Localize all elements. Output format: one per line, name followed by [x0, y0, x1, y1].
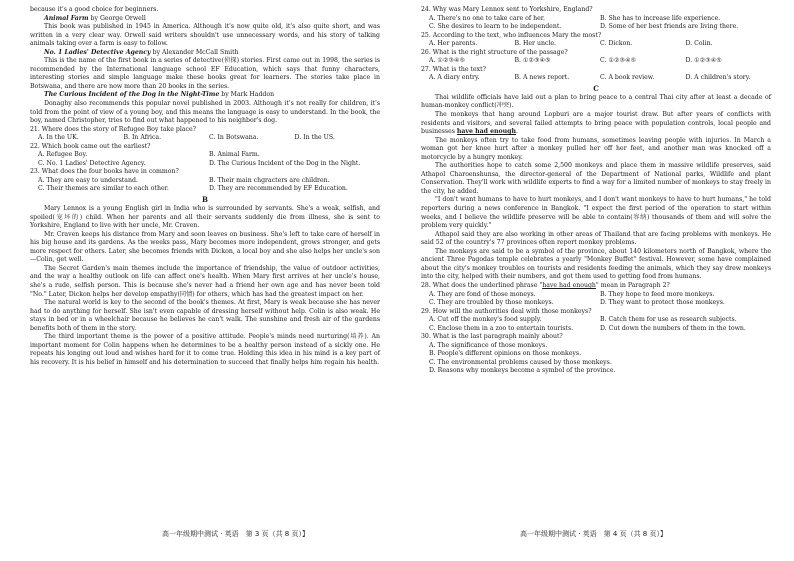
option-c: C. No. 1 Ladies' Detective Agency. [38, 159, 146, 167]
question-28 [421, 282, 771, 291]
option-b: B. A news report. [514, 74, 570, 82]
paragraph: The authorities hope to catch some 2,500 monkeys and place them in massive wildlife preserves, said Athapol Charoenshunsa, the director-general of the Department of National parks, Wildlife and plant Conservation. They'll work with wildlife experts to find a way for a limited number of monkeys to stay freely in the city, he added. [421, 162, 771, 195]
question-29-options [421, 316, 771, 333]
question-22-options [30, 151, 380, 168]
option-c: C. She desires to learn to be independent. [429, 23, 562, 31]
page-footer-left: 高一年级期中测试 · 英语 第 3 页（共 8 页）】 [162, 530, 309, 538]
underlined-phrase: have had enough [542, 281, 596, 289]
page-footer-right: 高一年级期中测试 · 英语 第 4 页（共 8 页）】 [520, 530, 667, 538]
paragraph: The third important theme is the power of a positive attitude. People's minds need nurturing(培养). An important moment for Colin happens when he determines to be a healthy person instead of a sickly one. He repeats his longing out loud and wishes hard for it to come true. Holding this idea in his mind is a key part of his recovery. It is his belief in himself and his determination to succeed that finally helps him regain his health. [30, 333, 380, 366]
option-a: A. Her parents. [429, 40, 478, 48]
paragraph: Donaghy also recommends this popular novel published in 2003. Although it's not really for children, it's told from the point of view of a young boy, and this means the language is easy to understand. In the book, the boy, named Christopher, tries to find out what happened to his neighbor's dog. [30, 100, 380, 125]
question-27-options [421, 74, 771, 83]
option-a: A. A diary entry. [429, 74, 480, 82]
question-26-options [421, 57, 771, 66]
question-21-options [30, 134, 380, 143]
paragraph: This is the name of the first book in a series of detective(侦探) stories. First came out in 1998, the series is recommended by the International language school EF Education, which says that funny characters, interesting stories and simple language make these books great for learners. The stories take place in Botswana, and there are now more than 20 books in the series. [30, 57, 380, 90]
book-title: No. 1 Ladies' Detective Agency [44, 48, 151, 56]
paragraph: "I don't want humans to have to hurt monkeys, and I don't want monkeys to have to hurt humans," he told reporters during a news conference in Bangkok. "I expect the first period of the operation to start within weeks, and I believe the wildlife preserve will be able to contain(容纳) thousands of them and will solve the problem very quickly." [421, 196, 771, 230]
question-25: 25. According to the text, who influences Mary the most? [421, 31, 602, 39]
option-c: C. Dickon. [600, 40, 633, 48]
question-30-options [421, 342, 771, 376]
book-heading [30, 49, 380, 58]
book-author: by Mark Haddon [219, 91, 275, 99]
book-author: by Alexander McCall Smith [150, 48, 239, 56]
option-b: B. In Africa. [123, 134, 162, 142]
option-c: C. The environmental problems caused by those monkeys. [429, 358, 612, 366]
option-b: B. They hope to feed more monkeys. [600, 290, 715, 298]
question-23: 23. What does the four books have in common? [30, 168, 179, 176]
paragraph-text: The monkeys that hang around Lopburi are a major tourist draw. But after years of conflicts with residents and visitors, and several failed attempts to bring peace with population controls, local people and businesses [421, 111, 771, 136]
option-c: C. In Botswana. [209, 134, 259, 142]
option-d: D. In the US. [294, 134, 335, 142]
option-b: B. Her uncle. [514, 40, 557, 48]
question-29: 29. How will the authorities deal with those monkeys? [421, 307, 592, 315]
question-24: 24. Why was Mary Lennox sent to Yorkshire, England? [421, 6, 593, 13]
book-heading [30, 15, 380, 24]
option-d: D. They are recommended by EF Education. [209, 185, 348, 193]
question-text: 28. What does the underlined phrase " [421, 281, 543, 289]
option-b: B. She has to increase life experience. [600, 14, 721, 22]
underlined-phrase: have had enough [456, 128, 516, 136]
question-21: 21. Where does the story of Refugee Boy take place? [30, 125, 196, 133]
paragraph: The natural world is key to the second of the book's themes. At first, Mary is weak because she has never had to do anything for herself. She isn't even capable of dressing herself without help. Colin is also weak. He stays in bed or in a wheelchair because he believes he can't walk. The sunshine and fresh air of the gardens benefits both of them in the story. [30, 299, 380, 332]
question-25-options [421, 40, 771, 49]
option-b: B. ①②③④⑤ [514, 57, 551, 65]
option-b: B. People's different opinions on those monkeys. [429, 350, 582, 358]
option-d: D. Colin. [685, 40, 713, 48]
option-b: B. Animal Farm. [209, 151, 260, 159]
option-d: D. ①②③④⑤ [685, 57, 722, 65]
option-d: D. Some of her best friends are living there. [600, 23, 739, 31]
option-a: A. In the UK. [38, 134, 79, 142]
question-24-options [421, 15, 771, 32]
option-c: C. A book review. [600, 74, 655, 82]
option-b: B. Their main chgracters are children. [209, 176, 330, 184]
option-a: A. They are easy to understand. [38, 176, 138, 184]
option-a: A. Refugee Boy. [38, 151, 88, 159]
option-c: C. Their themes are similar to each other. [38, 185, 169, 193]
section-heading-b: B [202, 195, 208, 205]
book-title: The Curious Incident of the Dog in the Night-Time [44, 91, 220, 99]
option-c: C. Enclose them in a zoo to entertain tourists. [429, 324, 574, 332]
paragraph: Athapol said they are also working in other areas of Thailand that are facing problems with monkeys. He said 52 of the country's 77 provinces often report monkey problems. [421, 230, 771, 247]
option-a: A. ①②③④⑤ [429, 57, 466, 65]
question-22: 22. Which book came out the earliest? [30, 142, 151, 150]
paragraph: because it's a good choice for beginners. [30, 6, 159, 13]
paragraph [421, 111, 771, 137]
question-26: 26. What is the right structure of the passage? [421, 48, 568, 56]
book-heading [30, 91, 380, 100]
option-d: D. They want to protect those monkeys. [600, 299, 725, 307]
book-author: by George Orwell [88, 14, 146, 22]
question-30: 30. What is the last paragraph mainly about? [421, 333, 563, 341]
paragraph: Mr. Craven keeps his distance from Mary and soon leaves on business. She's left to take care of herself in his big house and its gardens. As the weeks pass, Mary becomes more independent, grows stronger, and gets more respect for others. Later, she becomes friends with Dickon, a local boy and she also helps her uncle's son—Colin, get well. [30, 230, 380, 264]
paragraph: The monkeys are said to be a symbol of the province, about 140 kilometers north of Bangkok, where the ancient Three Pagodas temple celebrates a yearly "Monkey Buffet" festival. However, some have complained about the city's monkey troubles on tourists and residents feeding the animals, which they say drew monkeys into the city, helped with their numbers, and got them used to getting food from humans. [421, 247, 771, 281]
question-27: 27. What is the text? [421, 65, 486, 73]
right-page [421, 6, 771, 376]
paragraph: The monkeys often try to take food from humans, sometimes leaving people with injuries. In March a woman got her knee hurt after a monkey pulled her off her feet, and another man was knocked off a motorcycle by a hungry monkey. [421, 136, 771, 161]
option-a: A. There's no one to take care of her. [429, 14, 545, 22]
option-a: A. They are fond of those moneys. [429, 290, 536, 298]
option-c: C. ①②③④⑤ [600, 57, 637, 65]
section-heading-c: C [593, 83, 599, 93]
option-b: B. Catch them for use as research subjects. [600, 316, 737, 324]
option-d: D. The Curious Incident of the Dog in the Night. [209, 159, 361, 167]
option-a: A. Cut off the monkey's food supply. [429, 316, 542, 324]
question-28-options [421, 291, 771, 308]
paragraph-text: . [515, 128, 518, 136]
option-d: D. Cut down the numbers of them in the town. [600, 324, 746, 332]
option-d: D. A children's story. [685, 74, 751, 82]
option-d: D. Reasons why monkeys become a symbol of the province. [429, 367, 616, 375]
paragraph: The Secret Garden's main themes include the importance of friendship, the value of outdoor activities, and the way a healthy outlook on life can affect one's health. When Mary first arrives at her uncle's house, she's a rude, selfish person. This is because she's never had a friend her own age and has never been told "No." Later, Dickon helps her develop empathy(同情) for others, which has had the greatest impact on her. [30, 264, 380, 298]
option-a: A. The significance of those monkeys. [429, 341, 548, 349]
paragraph: Mary Lennox is a young English girl in India who is surrounded by servants. She's a weak, selfish, and spoiled(宠坏的) child. When her parents and all their servants suddenly die from illness, she is sent to Yorkshire, England to live with her uncle, Mr. Craven. [30, 205, 380, 230]
question-text: " mean in Paragraph 2? [595, 281, 670, 289]
left-page [30, 6, 380, 367]
paragraph: Thai wildlife officials have laid out a plan to bring peace to a central Thai city after at least a decade of human-monkey conflict(冲突). [421, 93, 771, 110]
paragraph: This book was published in 1945 in America. Although it's now quite old, it's also quite short, and was written in a very clear way. Orwell said writers shouldn't use unnecessary words, and his story of talking animals taking over a farm is easy to follow. [30, 23, 380, 48]
option-c: C. They are troubled by those monkeys. [429, 299, 554, 307]
book-title: Animal Farm [44, 14, 89, 22]
question-23-options [30, 177, 380, 194]
